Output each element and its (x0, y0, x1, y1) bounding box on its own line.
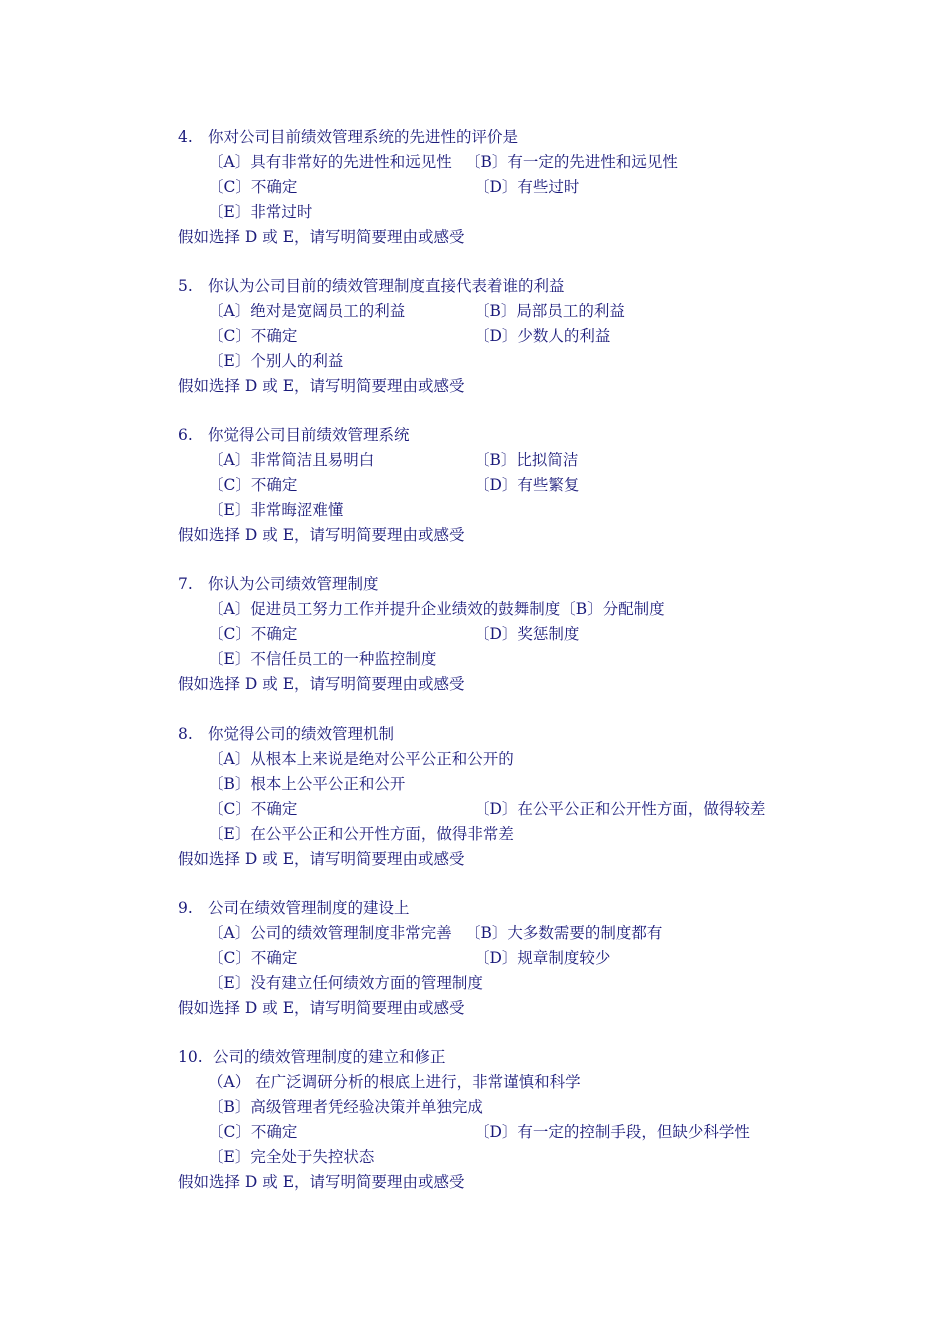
option-c: 〔C〕不确定 (208, 476, 298, 494)
option-b: 〔B〕大多数需要的制度都有 (465, 924, 663, 942)
option-e: 〔E〕不信任员工的一种监控制度 (208, 650, 437, 668)
question-number: 10. (178, 1048, 203, 1066)
option-a: 〔A〕绝对是宽阔员工的利益 (208, 302, 406, 320)
option-d: 〔D〕奖惩制度 (474, 625, 580, 643)
question-title (178, 722, 394, 747)
option-e: 〔E〕完全处于失控状态 (208, 1148, 375, 1166)
question-title (178, 572, 379, 597)
reason-prompt: 假如选择 D 或 E，请写明简要理由或感受 (178, 999, 465, 1017)
option-b: 〔B〕分配制度 (560, 600, 665, 618)
reason-prompt: 假如选择 D 或 E，请写明简要理由或感受 (178, 675, 465, 693)
option-c: 〔C〕不确定 (208, 625, 298, 643)
option-e: 〔E〕在公平公正和公开性方面，做得非常差 (208, 825, 514, 843)
question-text: 你对公司目前绩效管理系统的先进性的评价是 (208, 128, 519, 146)
option-c: 〔C〕不确定 (208, 800, 298, 818)
question-number: 6. (178, 426, 193, 444)
option-a (208, 597, 665, 622)
option-e: 〔E〕没有建立任何绩效方面的管理制度 (208, 974, 483, 992)
option-d: 〔D〕有些繁复 (474, 476, 580, 494)
option-a: 〔A〕具有非常好的先进性和远见性 (208, 153, 452, 171)
option-e: 〔E〕个别人的利益 (208, 352, 344, 370)
question-title (178, 1045, 446, 1070)
question-text: 你认为公司绩效管理制度 (208, 575, 379, 593)
reason-prompt: 假如选择 D 或 E，请写明简要理由或感受 (178, 228, 465, 246)
question-number: 8. (178, 725, 193, 743)
reason-prompt: 假如选择 D 或 E，请写明简要理由或感受 (178, 1173, 465, 1191)
option-a: 〔A〕公司的绩效管理制度非常完善 (208, 924, 452, 942)
question-text: 公司的绩效管理制度的建立和修正 (213, 1048, 446, 1066)
question-title (178, 896, 410, 921)
question-title (178, 125, 518, 150)
option-c: 〔C〕不确定 (208, 178, 298, 196)
question-title (178, 423, 410, 448)
question-title (178, 274, 565, 299)
option-d: 〔D〕少数人的利益 (474, 327, 611, 345)
question-text: 你觉得公司的绩效管理机制 (208, 725, 395, 743)
question-number: 7. (178, 575, 193, 593)
question-number: 4. (178, 128, 193, 146)
question-text: 公司在绩效管理制度的建设上 (208, 899, 410, 917)
option-e: 〔E〕非常过时 (208, 203, 313, 221)
question-number: 9. (178, 899, 193, 917)
option-d: 〔D〕有些过时 (474, 178, 580, 196)
reason-prompt: 假如选择 D 或 E，请写明简要理由或感受 (178, 377, 465, 395)
question-text: 你认为公司目前的绩效管理制度直接代表着谁的利益 (208, 277, 565, 295)
option-b: 〔B〕局部员工的利益 (474, 302, 625, 320)
option-c: 〔C〕不确定 (208, 949, 298, 967)
option-d: 〔D〕规章制度较少 (474, 949, 611, 967)
option-b: 〔B〕比拟简洁 (474, 451, 579, 469)
option-b: 〔B〕有一定的先进性和远见性 (465, 153, 678, 171)
option-e: 〔E〕非常晦涩难懂 (208, 501, 344, 519)
option-a: （A） 在广泛调研分析的根底上进行，非常谨慎和科学 (208, 1073, 581, 1091)
option-d: 〔D〕有一定的控制手段，但缺少科学性 (474, 1123, 750, 1141)
option-a: 〔A〕非常简洁且易明白 (208, 451, 375, 469)
reason-prompt: 假如选择 D 或 E，请写明简要理由或感受 (178, 526, 465, 544)
option-d: 〔D〕在公平公正和公开性方面，做得较差 (474, 800, 766, 818)
option-b: 〔B〕高级管理者凭经验决策并单独完成 (208, 1098, 483, 1116)
reason-prompt: 假如选择 D 或 E，请写明简要理由或感受 (178, 850, 465, 868)
option-c: 〔C〕不确定 (208, 327, 298, 345)
option-b: 〔B〕根本上公平公正和公开 (208, 775, 406, 793)
option-a-text: 〔A〕促进员工努力工作并提升企业绩效的鼓舞制度 (208, 600, 561, 618)
question-text: 你觉得公司目前绩效管理系统 (208, 426, 410, 444)
option-c: 〔C〕不确定 (208, 1123, 298, 1141)
option-a: 〔A〕从根本上来说是绝对公平公正和公开的 (208, 750, 514, 768)
question-number: 5. (178, 277, 193, 295)
